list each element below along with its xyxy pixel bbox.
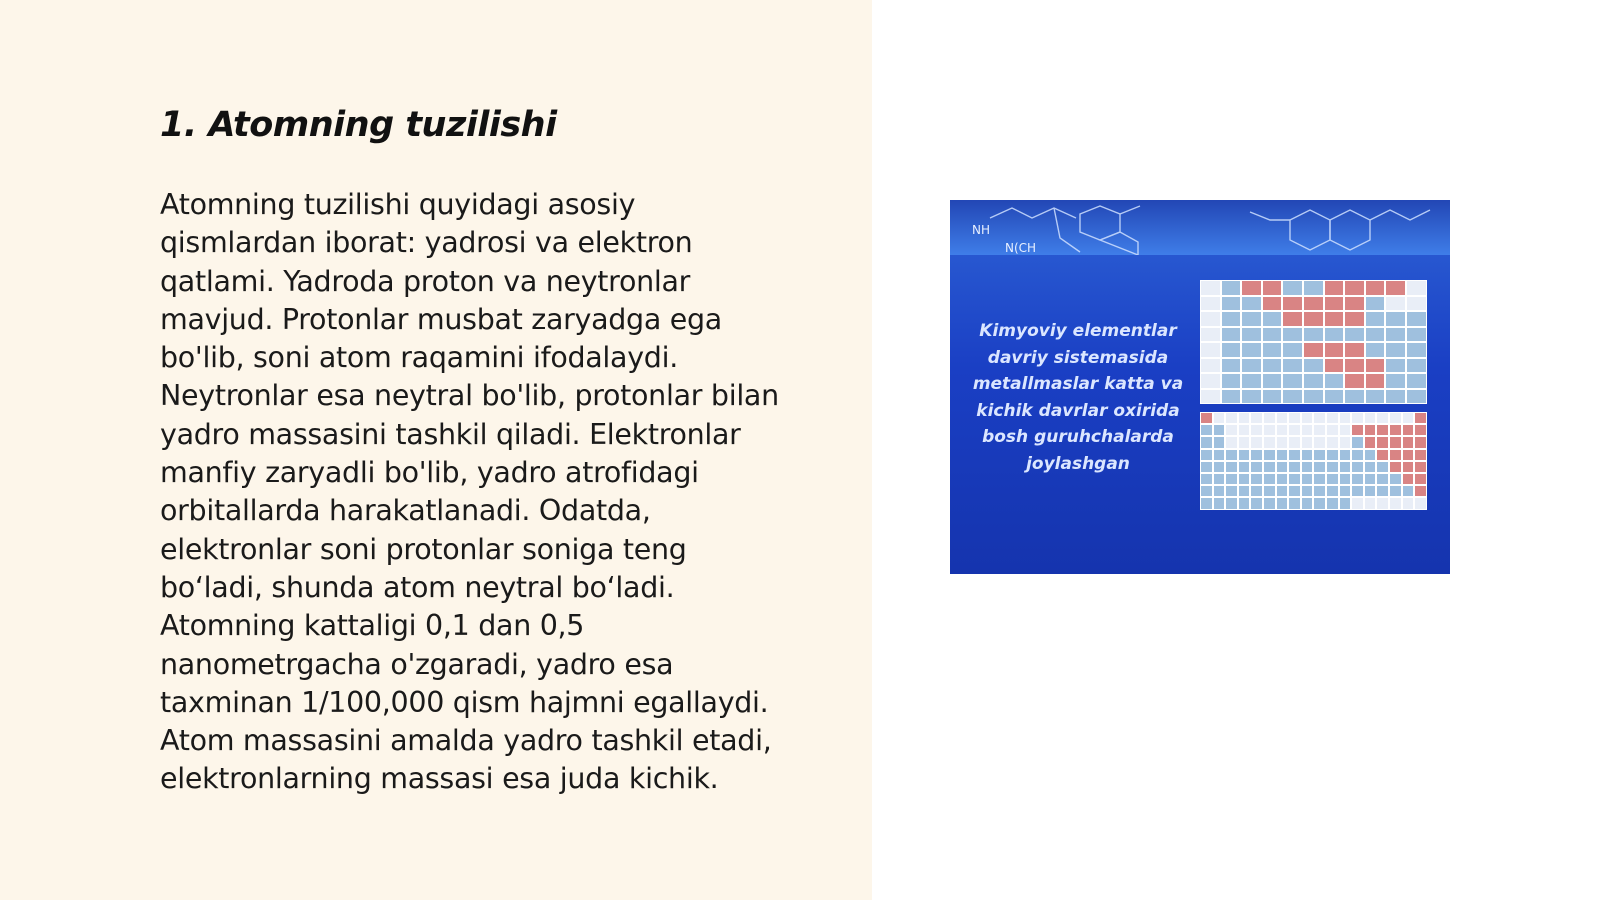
table-cell [1200, 461, 1213, 473]
table-cell [1406, 358, 1427, 374]
table-cell [1326, 461, 1339, 473]
table-cell [1344, 342, 1365, 358]
table-cell [1213, 436, 1226, 448]
table-cell [1365, 373, 1386, 389]
table-cell [1263, 461, 1276, 473]
image-caption [972, 318, 1184, 477]
table-cell [1406, 373, 1427, 389]
table-cell [1241, 373, 1262, 389]
table-cell [1276, 412, 1289, 424]
table-cell [1282, 389, 1303, 405]
table-cell [1262, 327, 1283, 343]
table-cell [1276, 461, 1289, 473]
table-cell [1344, 311, 1365, 327]
table-cell [1313, 449, 1326, 461]
table-cell [1326, 412, 1339, 424]
table-cell [1389, 473, 1402, 485]
table-cell [1250, 424, 1263, 436]
table-cell [1250, 485, 1263, 497]
table-cell [1225, 461, 1238, 473]
table-cell [1364, 412, 1377, 424]
table-cell [1241, 280, 1262, 296]
table-cell [1288, 412, 1301, 424]
table-cell [1324, 327, 1345, 343]
table-cell [1238, 473, 1251, 485]
table-cell [1324, 280, 1345, 296]
table-cell [1326, 485, 1339, 497]
table-cell [1414, 461, 1427, 473]
table-cell [1364, 424, 1377, 436]
table-cell [1414, 497, 1427, 509]
table-cell [1200, 497, 1213, 509]
table-cell [1344, 389, 1365, 405]
table-cell [1238, 424, 1251, 436]
table-cell [1225, 485, 1238, 497]
table-cell [1282, 280, 1303, 296]
table-cell [1402, 424, 1415, 436]
table-cell [1324, 342, 1345, 358]
table-cell [1221, 327, 1242, 343]
table-cell [1200, 342, 1221, 358]
table-cell [1326, 449, 1339, 461]
table-cell [1339, 424, 1352, 436]
table-cell [1303, 358, 1324, 374]
table-cell [1303, 327, 1324, 343]
table-cell [1414, 485, 1427, 497]
table-cell [1221, 373, 1242, 389]
table-cell [1276, 449, 1289, 461]
table-cell [1250, 412, 1263, 424]
periodic-table-short-form [1200, 280, 1427, 404]
table-cell [1263, 412, 1276, 424]
table-cell [1213, 412, 1226, 424]
table-cell [1263, 485, 1276, 497]
table-cell [1241, 342, 1262, 358]
table-cell [1326, 424, 1339, 436]
table-cell [1221, 342, 1242, 358]
table-cell [1276, 473, 1289, 485]
table-cell [1339, 449, 1352, 461]
table-cell [1351, 497, 1364, 509]
table-cell [1351, 485, 1364, 497]
table-cell [1365, 358, 1386, 374]
table-cell [1326, 436, 1339, 448]
table-cell [1402, 412, 1415, 424]
table-cell [1200, 449, 1213, 461]
table-cell [1303, 296, 1324, 312]
table-cell [1324, 311, 1345, 327]
table-cell [1344, 280, 1365, 296]
table-cell [1376, 485, 1389, 497]
table-cell [1389, 436, 1402, 448]
slide-heading: 1. Atomning tuzilishi [160, 105, 557, 145]
table-cell [1402, 449, 1415, 461]
table-cell [1263, 424, 1276, 436]
periodic-table-long-form [1200, 412, 1427, 510]
table-cell [1250, 449, 1263, 461]
table-cell [1406, 327, 1427, 343]
formula-label: N(CH [1005, 241, 1037, 255]
table-cell [1364, 497, 1377, 509]
table-cell [1200, 436, 1213, 448]
body-line: Atomning tuzilishi quyidagi asosiy [160, 188, 636, 221]
table-cell [1301, 473, 1314, 485]
caption-line: metallmaslar katta va [972, 374, 1184, 394]
table-cell [1221, 296, 1242, 312]
table-cell [1200, 412, 1213, 424]
table-cell [1389, 424, 1402, 436]
table-cell [1288, 497, 1301, 509]
table-cell [1324, 358, 1345, 374]
table-cell [1406, 342, 1427, 358]
table-cell [1364, 449, 1377, 461]
table-cell [1351, 473, 1364, 485]
table-cell [1225, 412, 1238, 424]
table-cell [1376, 449, 1389, 461]
table-cell [1376, 497, 1389, 509]
table-cell [1406, 280, 1427, 296]
table-cell [1402, 485, 1415, 497]
table-cell [1385, 373, 1406, 389]
table-cell [1238, 485, 1251, 497]
table-cell [1241, 389, 1262, 405]
body-line: mavjud. Protonlar musbat zaryadga ega [160, 302, 722, 336]
table-cell [1213, 473, 1226, 485]
table-cell [1303, 342, 1324, 358]
table-cell [1262, 389, 1283, 405]
table-cell [1365, 327, 1386, 343]
table-cell [1389, 461, 1402, 473]
table-cell [1282, 311, 1303, 327]
table-cell [1339, 497, 1352, 509]
table-cell [1263, 436, 1276, 448]
table-cell [1221, 389, 1242, 405]
table-cell [1365, 311, 1386, 327]
body-line: bo‘ladi, shunda atom neytral bo‘ladi. [160, 570, 675, 604]
table-cell [1288, 436, 1301, 448]
table-cell [1344, 358, 1365, 374]
table-cell [1406, 296, 1427, 312]
table-cell [1200, 373, 1221, 389]
table-cell [1241, 327, 1262, 343]
table-cell [1414, 449, 1427, 461]
table-cell [1238, 497, 1251, 509]
table-cell [1301, 485, 1314, 497]
table-cell [1213, 424, 1226, 436]
table-cell [1313, 485, 1326, 497]
table-cell [1200, 389, 1221, 405]
body-line: bo'lib, soni atom raqamini ifodalaydi. [160, 341, 678, 375]
table-cell [1389, 449, 1402, 461]
table-cell [1351, 461, 1364, 473]
table-cell [1221, 311, 1242, 327]
table-cell [1262, 311, 1283, 327]
table-cell [1238, 461, 1251, 473]
periodic-table-image [950, 200, 1450, 574]
table-cell [1414, 424, 1427, 436]
table-cell [1344, 327, 1365, 343]
table-cell [1339, 473, 1352, 485]
table-cell [1225, 424, 1238, 436]
table-cell [1326, 497, 1339, 509]
table-cell [1282, 327, 1303, 343]
table-cell [1402, 436, 1415, 448]
table-cell [1385, 389, 1406, 405]
table-cell [1351, 449, 1364, 461]
table-cell [1303, 373, 1324, 389]
table-cell [1385, 358, 1406, 374]
table-cell [1282, 373, 1303, 389]
body-line: qatlami. Yadroda proton va neytronlar [160, 264, 691, 298]
body-line: elektronlar soni protonlar soniga teng [160, 532, 687, 566]
caption-line: Kimyoviy elementlar [979, 321, 1177, 341]
table-cell [1351, 436, 1364, 448]
table-cell [1313, 473, 1326, 485]
table-cell [1376, 412, 1389, 424]
table-cell [1344, 296, 1365, 312]
table-cell [1365, 280, 1386, 296]
table-cell [1250, 436, 1263, 448]
table-cell [1262, 280, 1283, 296]
table-cell [1389, 497, 1402, 509]
table-cell [1324, 296, 1345, 312]
table-cell [1238, 436, 1251, 448]
table-cell [1200, 280, 1221, 296]
body-line: Neytronlar esa neytral bo'lib, protonlar bilan [160, 379, 779, 413]
table-cell [1241, 311, 1262, 327]
table-cell [1364, 461, 1377, 473]
body-line: yadro massasini tashkil qiladi. Elektronlar [160, 417, 741, 451]
table-cell [1406, 389, 1427, 405]
table-cell [1213, 485, 1226, 497]
table-cell [1200, 424, 1213, 436]
table-cell [1225, 473, 1238, 485]
table-cell [1389, 412, 1402, 424]
table-cell [1282, 358, 1303, 374]
body-line: elektronlarning massasi esa juda kichik. [160, 762, 719, 796]
molecule-banner [950, 200, 1450, 255]
table-cell [1303, 280, 1324, 296]
table-cell [1200, 311, 1221, 327]
table-cell [1389, 485, 1402, 497]
table-cell [1385, 342, 1406, 358]
table-cell [1301, 461, 1314, 473]
table-cell [1276, 497, 1289, 509]
table-cell [1365, 389, 1386, 405]
table-cell [1376, 424, 1389, 436]
table-cell [1414, 473, 1427, 485]
table-cell [1402, 473, 1415, 485]
table-cell [1282, 296, 1303, 312]
table-cell [1200, 296, 1221, 312]
table-cell [1344, 373, 1365, 389]
table-cell [1225, 449, 1238, 461]
table-cell [1250, 461, 1263, 473]
table-cell [1324, 373, 1345, 389]
table-cell [1241, 296, 1262, 312]
table-cell [1200, 358, 1221, 374]
slide-body-text [160, 186, 832, 799]
table-cell [1301, 497, 1314, 509]
table-cell [1288, 424, 1301, 436]
table-cell [1339, 461, 1352, 473]
table-cell [1414, 436, 1427, 448]
caption-line: bosh guruhchalarda [982, 427, 1174, 447]
table-cell [1238, 412, 1251, 424]
table-cell [1303, 389, 1324, 405]
table-cell [1288, 449, 1301, 461]
table-cell [1365, 296, 1386, 312]
body-line: Atom massasini amalda yadro tashkil etadi, [160, 724, 772, 758]
molecule-structure-icon [950, 200, 1450, 255]
table-cell [1262, 373, 1283, 389]
table-cell [1376, 473, 1389, 485]
body-line: manfiy zaryadli bo'lib, yadro atrofidagi [160, 456, 699, 490]
table-cell [1301, 412, 1314, 424]
table-cell [1200, 485, 1213, 497]
table-cell [1313, 412, 1326, 424]
table-cell [1200, 327, 1221, 343]
table-cell [1263, 497, 1276, 509]
caption-line: joylashgan [1026, 453, 1130, 474]
table-cell [1301, 449, 1314, 461]
table-cell [1385, 280, 1406, 296]
table-cell [1221, 358, 1242, 374]
table-cell [1200, 473, 1213, 485]
table-cell [1276, 485, 1289, 497]
table-cell [1365, 342, 1386, 358]
table-cell [1313, 497, 1326, 509]
table-cell [1326, 473, 1339, 485]
table-cell [1402, 497, 1415, 509]
table-cell [1276, 436, 1289, 448]
table-cell [1324, 389, 1345, 405]
table-cell [1262, 358, 1283, 374]
body-line: qismlardan iborat: yadrosi va elektron [160, 226, 693, 260]
table-cell [1262, 296, 1283, 312]
body-line: nanometrgacha o'zgaradi, yadro esa [160, 647, 674, 681]
table-cell [1221, 280, 1242, 296]
table-cell [1263, 473, 1276, 485]
table-cell [1402, 461, 1415, 473]
table-cell [1364, 436, 1377, 448]
table-cell [1351, 412, 1364, 424]
table-cell [1213, 461, 1226, 473]
table-cell [1385, 311, 1406, 327]
table-cell [1301, 436, 1314, 448]
table-cell [1238, 449, 1251, 461]
table-cell [1225, 436, 1238, 448]
formula-label: NH [972, 223, 990, 237]
table-cell [1385, 296, 1406, 312]
table-cell [1288, 461, 1301, 473]
table-cell [1406, 311, 1427, 327]
table-cell [1376, 436, 1389, 448]
table-cell [1339, 412, 1352, 424]
table-cell [1313, 424, 1326, 436]
table-cell [1301, 424, 1314, 436]
table-cell [1339, 436, 1352, 448]
table-cell [1414, 412, 1427, 424]
table-cell [1213, 497, 1226, 509]
table-cell [1262, 342, 1283, 358]
table-cell [1250, 497, 1263, 509]
table-cell [1364, 473, 1377, 485]
table-cell [1376, 461, 1389, 473]
caption-line: kichik davrlar oxirida [976, 400, 1180, 421]
body-line: taxminan 1/100,000 qism hajmni egallaydi. [160, 685, 769, 719]
caption-line: davriy sistemasida [987, 347, 1169, 368]
table-cell [1288, 473, 1301, 485]
table-cell [1276, 424, 1289, 436]
table-cell [1364, 485, 1377, 497]
body-line: orbitallarda harakatlanadi. Odatda, [160, 494, 651, 528]
table-cell [1282, 342, 1303, 358]
table-cell [1339, 485, 1352, 497]
table-cell [1351, 424, 1364, 436]
table-cell [1313, 436, 1326, 448]
table-cell [1213, 449, 1226, 461]
table-cell [1263, 449, 1276, 461]
table-cell [1313, 461, 1326, 473]
table-cell [1241, 358, 1262, 374]
table-cell [1250, 473, 1263, 485]
table-cell [1225, 497, 1238, 509]
body-line: Atomning kattaligi 0,1 dan 0,5 [160, 609, 585, 643]
table-cell [1288, 485, 1301, 497]
table-cell [1385, 327, 1406, 343]
table-cell [1303, 311, 1324, 327]
